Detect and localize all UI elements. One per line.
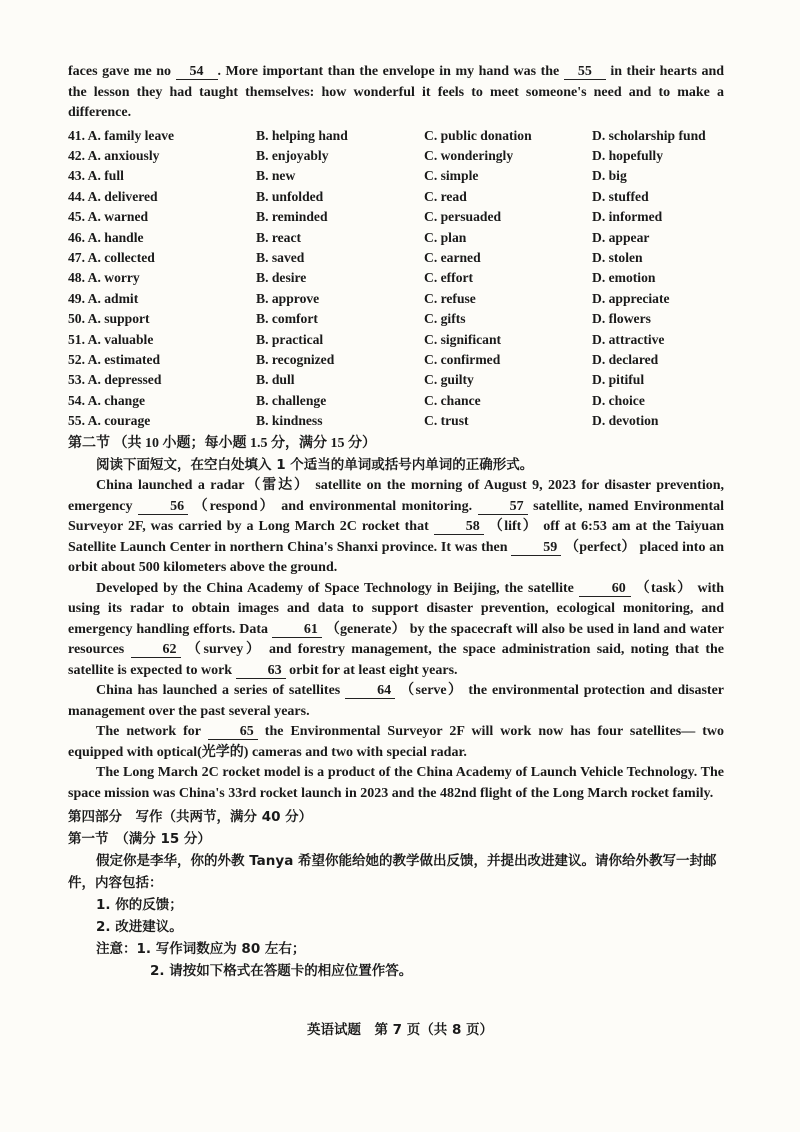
option-c: C. refuse — [424, 290, 476, 306]
writing-item-2: 2. 改进建议。 — [96, 919, 183, 936]
option-d: D. stolen — [592, 249, 643, 265]
option-row — [68, 370, 724, 390]
blank-58: 58 — [434, 519, 484, 535]
blank-57: 57 — [478, 499, 528, 515]
option-d: D. pitiful — [592, 372, 645, 388]
option-b: B. desire — [256, 270, 307, 286]
option-c: C. guilty — [424, 372, 474, 388]
option-row — [68, 166, 724, 186]
option-row — [68, 268, 724, 288]
option-b: B. react — [256, 229, 302, 245]
text: . More important than the envelope in my hand was the — [217, 64, 560, 79]
option-row — [68, 350, 724, 370]
option-b: B. unfolded — [256, 188, 324, 204]
option-row — [68, 126, 724, 146]
text: in their hearts and the lesson they had taught themselves: how wonderful it feels to meet someone's need and to make a difference. — [68, 64, 725, 120]
option-c: C. effort — [424, 270, 474, 286]
blank-65: 65 — [208, 724, 258, 740]
passage-paragraph-3 — [68, 681, 724, 722]
text: The network for — [96, 724, 201, 740]
option-d: D. declared — [592, 351, 659, 367]
blank-64: 64 — [345, 683, 395, 699]
option-c: C. public donation — [424, 127, 532, 143]
option-q: 51. A. valuable — [68, 331, 154, 347]
blank-60: 60 — [579, 581, 631, 597]
option-q: 53. A. depressed — [68, 372, 162, 388]
blank-56: 56 — [138, 499, 188, 515]
option-b: B. dull — [256, 372, 295, 388]
option-q: 42. A. anxiously — [68, 147, 160, 163]
option-c: C. earned — [424, 249, 481, 265]
option-d: D. stuffed — [592, 188, 649, 204]
passage-paragraph-4 — [68, 722, 724, 763]
writing-item-1: 1. 你的反馈； — [96, 897, 183, 914]
passage-paragraph-2 — [68, 579, 724, 682]
option-d: D. big — [592, 168, 627, 184]
option-d: D. flowers — [592, 311, 651, 327]
text: （respond） and environmental monitoring. — [193, 498, 473, 514]
option-row — [68, 207, 724, 227]
option-row — [68, 228, 724, 248]
text: orbit for at least eight years. — [289, 662, 458, 678]
option-q: 48. A. worry — [68, 270, 140, 286]
option-q: 43. A. full — [68, 168, 124, 184]
part4-heading: 第四部分 写作（共两节，满分 40 分） — [68, 809, 313, 826]
option-b: B. recognized — [256, 351, 335, 367]
text: （lift） off at 6:53 am at the Taiyuan Satellite Launch Center in northern China's Shanxi province. It was then — [68, 519, 725, 555]
option-b: B. challenge — [256, 392, 327, 408]
option-row — [68, 411, 724, 431]
option-c: C. read — [424, 188, 467, 204]
option-b: B. practical — [256, 331, 324, 347]
part4-subheading: 第一节 （满分 15 分） — [68, 831, 211, 848]
text: the Environmental Surveyor 2F will work now has four satellites— two equipped with optical(光学的) cameras and two with special radar. — [68, 724, 725, 760]
text: （survey） and forestry management, the space administration said, noting that the satellite is expected to work — [68, 642, 725, 678]
option-q: 46. A. handle — [68, 229, 144, 245]
text: （generate） by the spacecraft will also be used in land and water resources — [68, 621, 725, 658]
option-d: D. choice — [592, 392, 645, 408]
page-footer: 英语试题 第 7 页（共 8 页） — [306, 1022, 494, 1038]
option-b: B. reminded — [256, 209, 328, 225]
option-q: 49. A. admit — [68, 290, 139, 306]
option-row — [68, 289, 724, 309]
option-b: B. kindness — [256, 413, 323, 429]
option-q: 52. A. estimated — [68, 351, 161, 367]
option-q: 50. A. support — [68, 311, 150, 327]
option-b: B. saved — [256, 249, 305, 265]
cloze-ending — [68, 62, 724, 124]
option-c: C. plan — [424, 229, 467, 245]
option-d: D. devotion — [592, 413, 659, 429]
passage-paragraph-5: The Long March 2C rocket model is a product of the China Academy of Launch Vehicle Technology. The space mission was China's 33rd rocket launch in 2023 and the 482nd flight of the Long March rocket family. — [68, 765, 724, 801]
text: （serve） the environmental protection and disaster management over the past several years. — [68, 683, 725, 719]
option-d: D. appreciate — [592, 290, 670, 306]
option-b: B. enjoyably — [256, 147, 329, 163]
options-table — [68, 126, 724, 432]
option-d: D. emotion — [592, 270, 656, 286]
option-b: B. comfort — [256, 311, 318, 327]
option-c: C. simple — [424, 168, 479, 184]
exam-page — [68, 62, 724, 982]
option-q: 55. A. courage — [68, 413, 151, 429]
option-d: D. informed — [592, 209, 663, 225]
option-b: B. helping hand — [256, 127, 348, 143]
option-row — [68, 309, 724, 329]
section-heading: 第二节 （共 10 小题；每小题 1.5 分，满分 15 分） — [68, 435, 376, 451]
option-d: D. appear — [592, 229, 650, 245]
blank-55: 55 — [564, 64, 606, 80]
option-q: 54. A. change — [68, 392, 146, 408]
text: faces gave me no — [68, 64, 171, 79]
option-c: C. wonderingly — [424, 147, 514, 163]
option-d: D. hopefully — [592, 147, 664, 163]
option-c: C. persuaded — [424, 209, 502, 225]
option-c: C. trust — [424, 413, 469, 429]
text: satellite, named Environmental Surveyor 2F, was carried by a Long March 2C rocket that — [68, 498, 724, 535]
option-row — [68, 187, 724, 207]
option-row — [68, 248, 724, 268]
option-c: C. confirmed — [424, 351, 501, 367]
option-q: 47. A. collected — [68, 249, 155, 265]
text: China launched a radar（雷达） satellite on the morning of August 9, 2023 for disaster prevention, emergency — [68, 478, 724, 514]
blank-61: 61 — [272, 622, 322, 638]
text: Developed by the China Academy of Space Technology in Beijing, the satellite — [96, 580, 574, 596]
option-q: 41. A. family leave — [68, 127, 175, 143]
option-b: B. new — [256, 168, 296, 184]
option-c: C. significant — [424, 331, 502, 347]
option-row — [68, 146, 724, 166]
option-d: D. attractive — [592, 331, 665, 347]
text: （perfect） placed into an orbit about 500 kilometers above the ground. — [68, 539, 725, 576]
option-c: C. chance — [424, 392, 481, 408]
option-row — [68, 330, 724, 350]
writing-task: 假定你是李华，你的外教 Tanya 希望你能给她的教学做出反馈，并提出改进建议。请你给外教写一封邮件，内容包括： — [68, 853, 717, 892]
option-row — [68, 391, 724, 411]
option-d: D. scholarship fund — [592, 127, 706, 143]
passage-paragraph-1 — [68, 476, 724, 579]
option-c: C. gifts — [424, 311, 466, 327]
text: （task） with using its radar to obtain images and data to support disaster prevention, ecological monitoring, and emergency handling efforts. Data — [68, 580, 724, 637]
writing-note-1: 注意：1. 写作词数应为 80 左右； — [96, 941, 306, 958]
blank-59: 59 — [511, 540, 561, 556]
section-instruction: 阅读下面短文，在空白处填入 1 个适当的单词或括号内单词的正确形式。 — [96, 457, 534, 474]
blank-54: 54 — [176, 64, 218, 80]
text: China has launched a series of satellites — [96, 683, 341, 699]
writing-note-2: 2. 请按如下格式在答题卡的相应位置作答。 — [150, 963, 413, 980]
option-q: 45. A. warned — [68, 209, 149, 225]
blank-62: 62 — [131, 642, 181, 658]
option-b: B. approve — [256, 290, 320, 306]
option-q: 44. A. delivered — [68, 188, 158, 204]
blank-63: 63 — [236, 663, 286, 679]
